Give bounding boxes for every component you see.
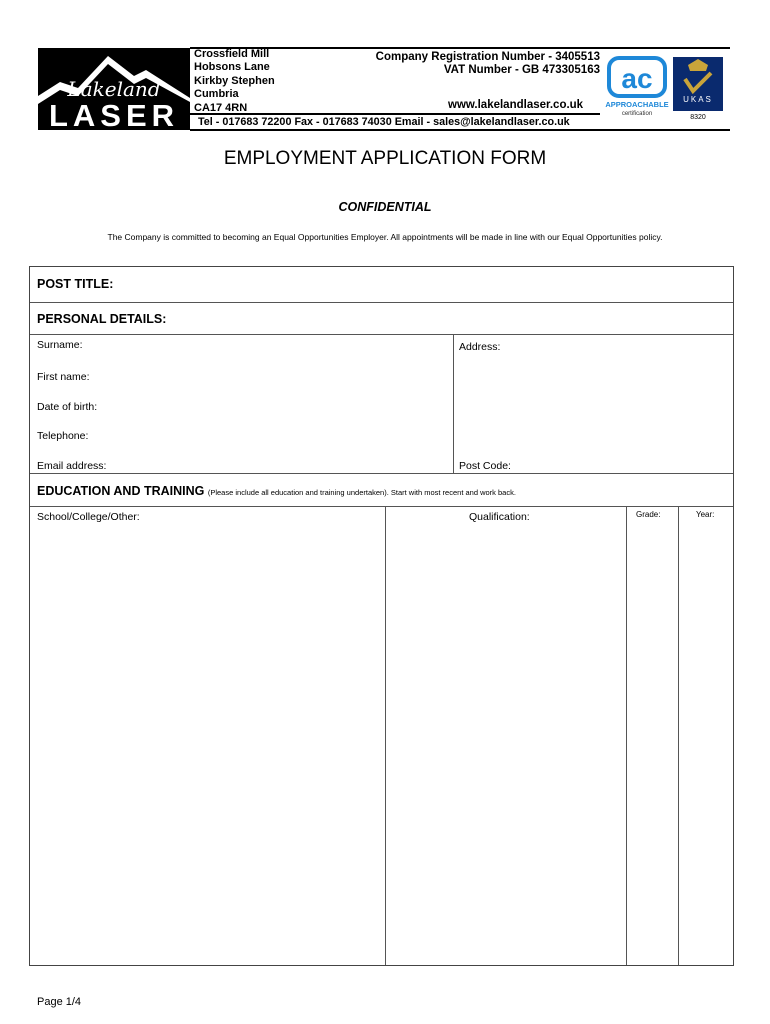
contact-line: Tel - 017683 72200 Fax - 017683 74030 Email - sales@lakelandlaser.co.uk <box>198 116 570 128</box>
registration-number: Company Registration Number - 3405513 <box>375 51 600 63</box>
email-field[interactable]: Email address: <box>37 460 107 472</box>
logo-line2: LASER <box>48 98 180 130</box>
address-field[interactable]: Address: <box>459 341 501 353</box>
education-note: (Please include all education and training undertaken). Start with most recent and work back. <box>207 488 516 497</box>
divider <box>30 334 733 335</box>
personal-details-heading: PERSONAL DETAILS: <box>37 312 167 326</box>
approachable-badge <box>604 56 670 118</box>
logo-line1: Lakeland <box>67 77 161 101</box>
school-column-header[interactable]: School/College/Other: <box>37 511 140 523</box>
date-of-birth-field[interactable]: Date of birth: <box>37 401 98 413</box>
divider <box>30 506 733 507</box>
column-divider <box>385 506 386 965</box>
year-column-header[interactable]: Year: <box>696 510 715 519</box>
divider <box>453 334 454 473</box>
telephone-field[interactable]: Telephone: <box>37 430 89 442</box>
confidential-label: CONFIDENTIAL <box>338 200 432 214</box>
registration-block <box>376 51 600 77</box>
ukas-badge <box>673 57 723 121</box>
company-logo <box>38 48 190 130</box>
badge-ac-line2: certification <box>621 111 653 117</box>
qualification-column-header[interactable]: Qualification: <box>469 511 530 523</box>
page-number: Page 1/4 <box>37 996 82 1008</box>
post-title-label: POST TITLE: <box>37 277 114 291</box>
application-form <box>29 266 734 966</box>
post-code-field[interactable]: Post Code: <box>459 460 511 472</box>
divider <box>30 473 733 474</box>
first-name-field[interactable]: First name: <box>37 371 90 383</box>
vat-number: VAT Number - GB 473305163 <box>443 64 600 76</box>
divider <box>30 302 733 303</box>
website-link[interactable]: www.lakelandlaser.co.uk <box>448 99 584 111</box>
column-divider <box>678 506 679 965</box>
badge-ac-line1: APPROACHABLE <box>605 100 669 109</box>
header-bottom-rule <box>190 129 730 131</box>
column-divider <box>626 506 627 965</box>
education-heading: EDUCATION AND TRAINING (Please include all education and training undertaken). Start with most recent and work back. <box>37 484 516 498</box>
company-address: Crossfield Mill Hobsons Lane Kirkby Stephen Cumbria CA17 4RN <box>194 48 275 114</box>
form-title: EMPLOYMENT APPLICATION FORM <box>223 148 547 169</box>
equal-opportunities-statement: The Company is committed to becoming an Equal Opportunities Employer. All appointments will be made in line with our Equal Opportunities policy. <box>107 232 663 242</box>
badge-ac-mark: ac <box>621 63 653 94</box>
grade-column-header[interactable]: Grade: <box>636 510 661 519</box>
ukas-name: UKAS <box>683 95 713 104</box>
ukas-number: 8320 <box>690 114 706 121</box>
surname-field[interactable]: Surname: <box>37 339 83 351</box>
